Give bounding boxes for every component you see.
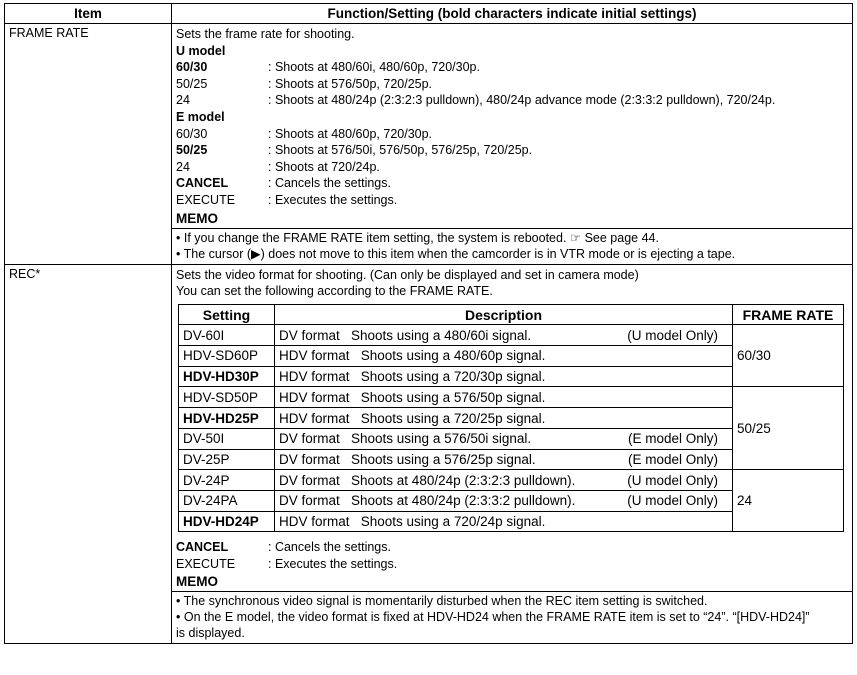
memo-heading: MEMO	[176, 210, 218, 226]
description-text: DV format Shoots using a 576/50i signal.	[279, 431, 532, 447]
description-text: DV format Shoots using a 480/60i signal.	[279, 327, 532, 343]
e-model-option-key: 50/25	[176, 143, 208, 158]
e-model-option	[176, 126, 848, 143]
frame-rate-memo	[172, 228, 852, 264]
rec-table-row	[179, 470, 844, 491]
description-text: DV format Shoots using a 576/25p signal.	[279, 451, 536, 467]
model-note	[718, 390, 728, 405]
model-note: (E model Only)	[627, 431, 718, 447]
e-model-option	[176, 159, 848, 176]
u-model-option-key: 50/25	[176, 76, 208, 91]
description-cell	[275, 428, 733, 449]
u-model-heading: U model	[176, 43, 226, 58]
frame-rate-row	[5, 24, 853, 265]
frame-rate-item: FRAME RATE	[5, 24, 172, 265]
e-model-options	[176, 126, 848, 209]
description-content	[279, 328, 728, 343]
description-text: HDV format Shoots using a 480/60p signal.	[279, 348, 546, 364]
memo-line: • The synchronous video signal is momentarily disturbed when the REC item setting is switched.	[176, 594, 708, 609]
description-text: HDV format Shoots using a 720/30p signal.	[279, 369, 546, 385]
rec-row	[5, 264, 853, 644]
memo-line: • On the E model, the video format is fixed at HDV-HD24 when the FRAME RATE item is set to “24”. “[HDV-HD24]”	[176, 610, 810, 625]
frame-rate-header: FRAME RATE	[733, 304, 844, 325]
e-model-option	[176, 175, 848, 192]
u-model-option-key: 24	[176, 93, 190, 108]
rec-format-table	[178, 304, 844, 533]
description-header: Description	[275, 304, 733, 325]
u-model-option-desc: : Shoots at 480/60i, 480/60p, 720/30p.	[268, 60, 480, 75]
description-content	[279, 348, 728, 363]
e-model-option-desc: : Executes the settings.	[268, 192, 398, 207]
description-cell	[275, 449, 733, 470]
frame-rate-cell: 24	[733, 470, 844, 532]
frame-rate-intro: Sets the frame rate for shooting.	[176, 27, 355, 41]
frame-rate-function	[172, 24, 853, 265]
rec-memo-heading: MEMO	[176, 574, 218, 590]
description-cell	[275, 470, 733, 491]
e-model-option-desc: : Shoots at 480/60p, 720/30p.	[268, 126, 433, 141]
description-content	[279, 473, 728, 488]
description-cell	[275, 346, 733, 367]
rec-intro-1: Sets the video format for shooting. (Can only be displayed and set in camera mode)	[176, 267, 639, 282]
u-model-option	[176, 76, 848, 93]
rec-table-row	[179, 387, 844, 408]
e-model-heading: E model	[176, 109, 225, 124]
e-model-option	[176, 142, 848, 159]
description-cell	[275, 490, 733, 511]
setting-header: Setting	[179, 304, 275, 325]
header-row	[5, 4, 853, 24]
rec-option-key: CANCEL	[176, 540, 229, 555]
frame-rate-cell: 60/30	[733, 325, 844, 387]
description-cell	[275, 387, 733, 408]
model-note	[718, 369, 728, 384]
setting-cell: HDV-HD30P	[179, 366, 275, 387]
description-text: DV format Shoots at 480/24p (2:3:2:3 pulldown).	[279, 472, 576, 488]
model-note: (U model Only)	[627, 327, 718, 343]
rec-table-header	[179, 304, 844, 325]
e-model-option-key: 60/30	[176, 126, 208, 141]
rec-item: REC*	[5, 264, 172, 644]
description-content	[279, 369, 728, 384]
description-text: HDV format Shoots using a 720/25p signal.	[279, 410, 546, 426]
description-cell	[275, 511, 733, 532]
rec-table-row	[179, 325, 844, 346]
e-model-option-desc: : Shoots at 720/24p.	[268, 159, 380, 174]
u-model-option	[176, 59, 848, 76]
model-note	[718, 514, 728, 529]
description-text: DV format Shoots at 480/24p (2:3:3:2 pulldown).	[279, 493, 576, 509]
description-text: HDV format Shoots using a 720/24p signal.	[279, 513, 546, 529]
setting-cell: HDV-SD50P	[179, 387, 275, 408]
setting-cell: DV-50I	[179, 428, 275, 449]
description-content	[279, 514, 728, 529]
settings-table	[4, 3, 853, 644]
u-model-option-key: 60/30	[176, 60, 208, 75]
description-content	[279, 493, 728, 508]
setting-cell: DV-24P	[179, 470, 275, 491]
u-model-option-desc: : Shoots at 480/24p (2:3:2:3 pulldown), 480/24p advance mode (2:3:3:2 pulldown), 720/24p.	[268, 93, 776, 108]
description-content	[279, 431, 728, 446]
description-text: HDV format Shoots using a 576/50p signal.	[279, 389, 546, 405]
description-cell	[275, 325, 733, 346]
rec-function	[172, 264, 853, 644]
u-model-option	[176, 92, 848, 109]
setting-cell: HDV-HD25P	[179, 408, 275, 429]
memo-line: is displayed.	[176, 626, 245, 641]
function-header: Function/Setting (bold characters indicate initial settings)	[172, 4, 853, 24]
memo-line: • If you change the FRAME RATE item setting, the system is rebooted. ☞ See page 44.	[176, 230, 659, 245]
rec-option-desc: : Executes the settings.	[268, 556, 398, 571]
setting-cell: HDV-HD24P	[179, 511, 275, 532]
model-note: (U model Only)	[627, 493, 718, 509]
rec-option	[176, 539, 848, 556]
model-note: (U model Only)	[627, 472, 718, 488]
e-model-option-key: 24	[176, 159, 190, 174]
item-header: Item	[5, 4, 172, 24]
u-model-options	[176, 59, 848, 109]
setting-cell: HDV-SD60P	[179, 346, 275, 367]
model-note	[718, 348, 728, 363]
description-content	[279, 452, 728, 467]
rec-intro-2: You can set the following according to the FRAME RATE.	[176, 284, 493, 299]
rec-option	[176, 556, 848, 573]
description-cell	[275, 408, 733, 429]
description-content	[279, 390, 728, 405]
rec-memo	[172, 591, 852, 643]
e-model-option	[176, 192, 848, 209]
e-model-option-desc: : Shoots at 576/50i, 576/50p, 576/25p, 720/25p.	[268, 143, 533, 158]
frame-rate-cell: 50/25	[733, 387, 844, 470]
rec-option-desc: : Cancels the settings.	[268, 540, 391, 555]
model-note: (E model Only)	[627, 451, 718, 467]
e-model-option-key: EXECUTE	[176, 192, 236, 207]
rec-option-key: EXECUTE	[176, 556, 236, 571]
e-model-option-key: CANCEL	[176, 176, 229, 191]
setting-cell: DV-25P	[179, 449, 275, 470]
memo-line: • The cursor (▶) does not move to this item when the camcorder is in VTR mode or is ejecting a tape.	[176, 246, 736, 261]
setting-cell: DV-60I	[179, 325, 275, 346]
u-model-option-desc: : Shoots at 576/50p, 720/25p.	[268, 76, 433, 91]
setting-cell: DV-24PA	[179, 490, 275, 511]
e-model-option-desc: : Cancels the settings.	[268, 176, 391, 191]
description-content	[279, 411, 728, 426]
description-cell	[275, 366, 733, 387]
rec-options	[176, 539, 848, 572]
model-note	[718, 411, 728, 426]
